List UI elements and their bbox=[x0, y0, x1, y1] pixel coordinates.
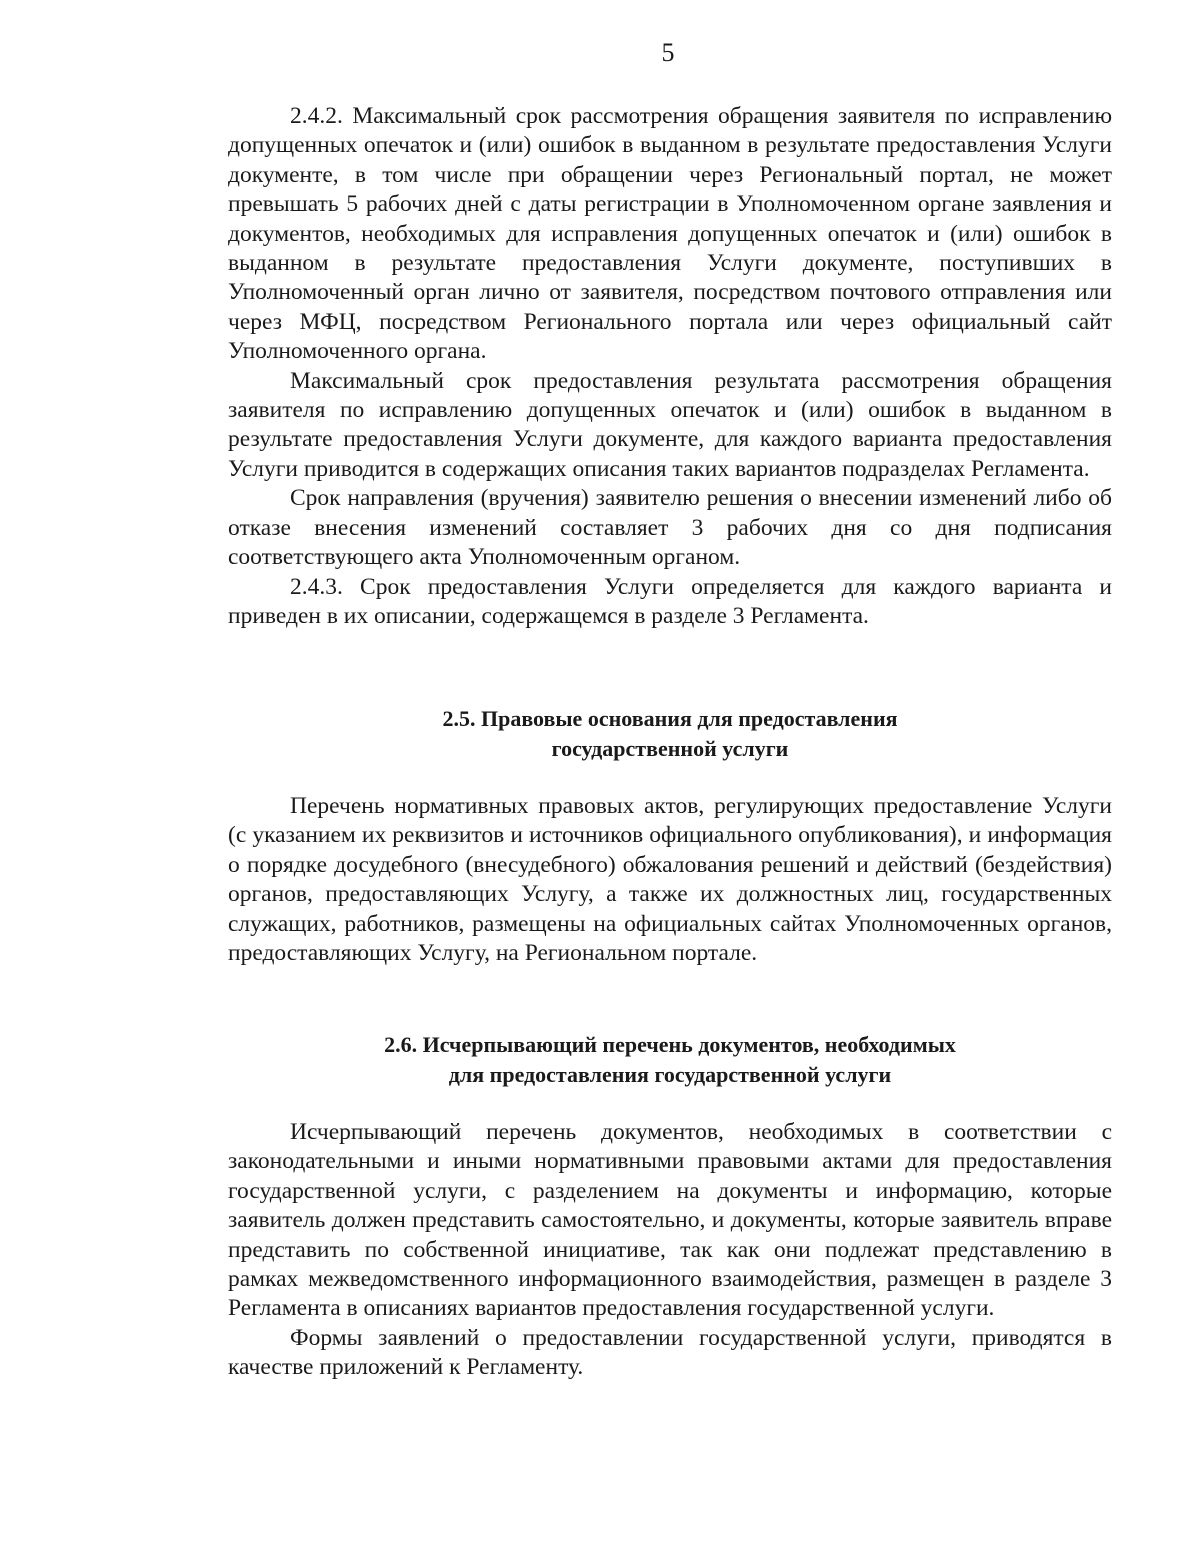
paragraph-legal-acts: Перечень нормативных правовых актов, регулирующих предоставление Услуги (с указанием их реквизитов и источников официального опубликования), и информация о порядке досудебного (внесудебного) обжалования решений и действий (бездействия) органов, предоставляющих Услугу, а также их должностных лиц, государственных служащих, работников, размещены на официальных сайтах Уполномоченных органов, предоставляющих Услугу, на Региональном портале. bbox=[228, 793, 1112, 967]
section-2-5-heading bbox=[228, 704, 1112, 764]
paragraph-decision-delivery-term: Срок направления (вручения) заявителю решения о внесении изменений либо об отказе внесения изменений составляет 3 рабочих дня со дня подписания соответствующего акта Уполномоченным органом. bbox=[228, 485, 1112, 571]
paragraph-max-term-result: Максимальный срок предоставления результата рассмотрения обращения заявителя по исправлению допущенных опечаток и (или) ошибок в выданном в результате предоставления Услуги документе, для каждого варианта предоставления Услуги приводится в содержащих описания таких вариантов подразделах Регламента. bbox=[228, 367, 1112, 482]
paragraph-application-forms: Формы заявлений о предоставлении государственной услуги, приводятся в качестве приложений к Регламенту. bbox=[228, 1324, 1112, 1381]
section-2-5-heading-line1: 2.5. Правовые основания для предоставления bbox=[442, 706, 898, 731]
section-2-5-heading-line2: государственной услуги bbox=[551, 736, 789, 761]
section-2-6-heading-line2: для предоставления государственной услуги bbox=[448, 1062, 892, 1087]
page-number: 5 bbox=[661, 38, 675, 67]
paragraph-2-4-3: 2.4.3. Срок предоставления Услуги определяется для каждого варианта и приведен в их описании, содержащемся в разделе 3 Регламента. bbox=[228, 573, 1112, 629]
paragraph-documents-list: Исчерпывающий перечень документов, необходимых в соответствии с законодательными и иными нормативными правовыми актами для предоставления государственной услуги, с разделением на документы и информацию, которые заявитель должен представить самостоятельно, и документы, которые заявитель вправе представить по собственной инициативе, так как они подлежат представлению в рамках межведомственного информационного взаимодействия, размещен в разделе 3 Регламента в описаниях вариантов предоставления государственной услуги. bbox=[228, 1119, 1112, 1322]
section-2-4-body bbox=[228, 102, 1112, 631]
section-2-5-body bbox=[228, 792, 1112, 968]
section-2-6-heading-line1: 2.6. Исчерпывающий перечень документов, необходимых bbox=[384, 1032, 956, 1057]
section-2-6-heading bbox=[228, 1030, 1112, 1090]
section-2-6-body bbox=[228, 1118, 1112, 1383]
paragraph-2-4-2: 2.4.2. Максимальный срок рассмотрения обращения заявителя по исправлению допущенных опечаток и (или) ошибок в выданном в результате предоставления Услуги документе, в том числе при обращении через Региональный портал, не может превышать 5 рабочих дней с даты регистрации в Уполномоченном органе заявления и документов, необходимых для исправления допущенных опечаток и (или) ошибок в выданном в результате предоставления Услуги документе, поступивших в Уполномоченный орган лично от заявителя, посредством почтового отправления или через МФЦ, посредством Регионального портала или через официальный сайт Уполномоченного органа. bbox=[228, 103, 1112, 365]
